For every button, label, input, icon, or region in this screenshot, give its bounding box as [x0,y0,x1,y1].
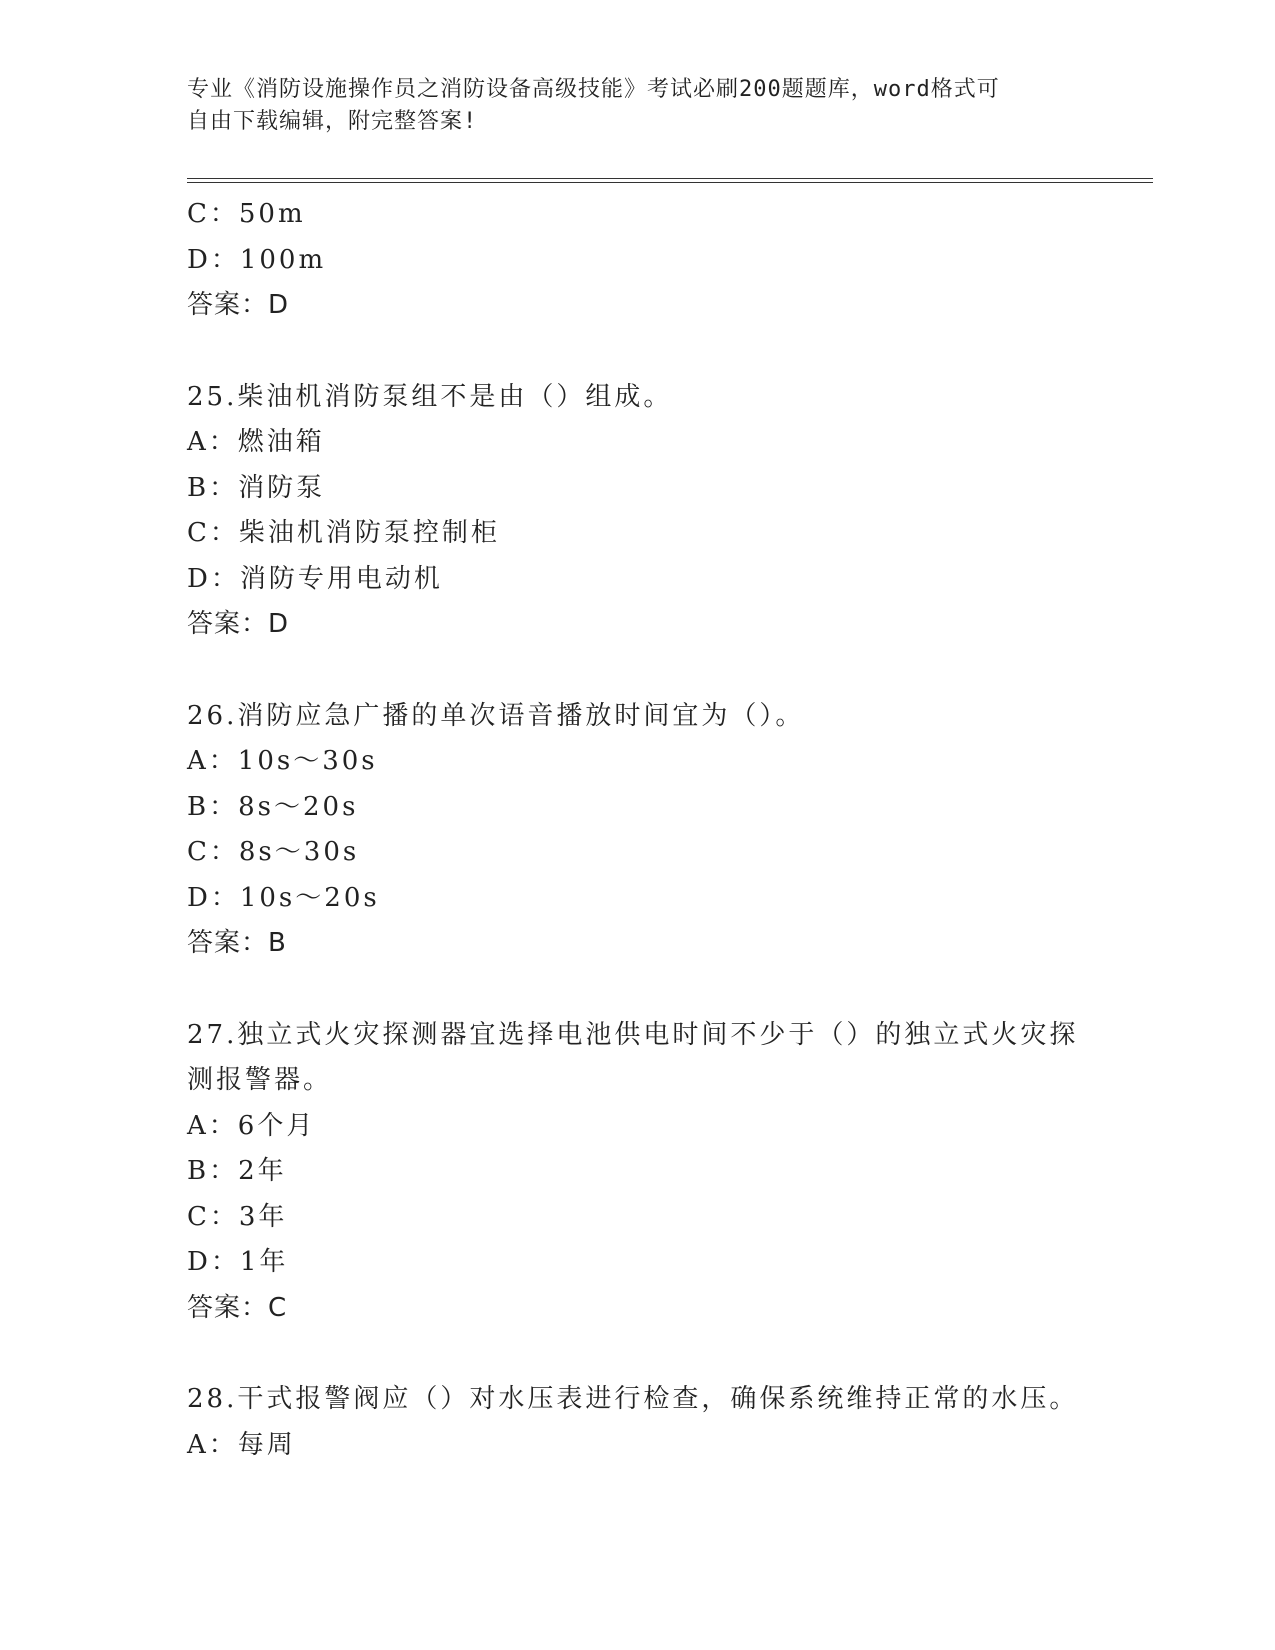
answer-line: 答案：C [187,1292,288,1323]
answer-line: 答案：D [187,290,290,320]
question-list [187,192,1107,1468]
answer-line: 答案：B [187,928,287,958]
option-line: D：10s～20s [187,882,380,913]
option-line: D：消防专用电动机 [187,563,443,594]
question-text: 28.干式报警阀应（）对水压表进行检查，确保系统维持正常的水压。 [187,1384,1079,1414]
answer-line: 答案：D [187,609,290,639]
option-line: B：2年 [187,1156,287,1186]
option-line: D：1年 [187,1247,289,1277]
header-divider-top [187,178,1153,179]
spacer [187,967,1107,1013]
carryover-block [187,192,1107,329]
question-text: 26.消防应急广播的单次语音播放时间宜为（）。 [187,700,805,731]
option-line: B：8s～20s [187,791,359,822]
option-line: C：柴油机消防泵控制柜 [187,518,500,548]
spacer [187,329,1107,375]
option-line: A：10s～30s [187,746,378,776]
option-line: A：燃油箱 [187,427,325,457]
header-line-2: 自由下载编辑，附完整答案! [187,109,478,134]
option-line: A：6个月 [187,1110,316,1141]
question-text: 25.柴油机消防泵组不是由（）组成。 [187,381,673,412]
header-line-1: 专业《消防设施操作员之消防设备高级技能》考试必刷200题题库，word格式可 [187,77,1000,102]
question-block-25 [187,375,1107,648]
option-line: C：50m [187,199,306,229]
option-line: C：8s～30s [187,837,360,867]
option-line: D：100m [187,244,327,275]
question-block-27 [187,1013,1107,1332]
option-line: B：消防泵 [187,472,326,503]
spacer [187,1331,1107,1377]
question-block-26 [187,694,1107,967]
option-line: A：每周 [187,1429,296,1460]
question-text-continued: 测报警器。 [187,1065,333,1095]
question-text: 27.独立式火灾探测器宜选择电池供电时间不少于（）的独立式火灾探 [187,1019,1079,1050]
document-header [187,74,1067,138]
option-line: C：3年 [187,1201,288,1232]
question-block-28 [187,1377,1107,1468]
spacer [187,648,1107,694]
header-divider-bottom [187,182,1153,183]
